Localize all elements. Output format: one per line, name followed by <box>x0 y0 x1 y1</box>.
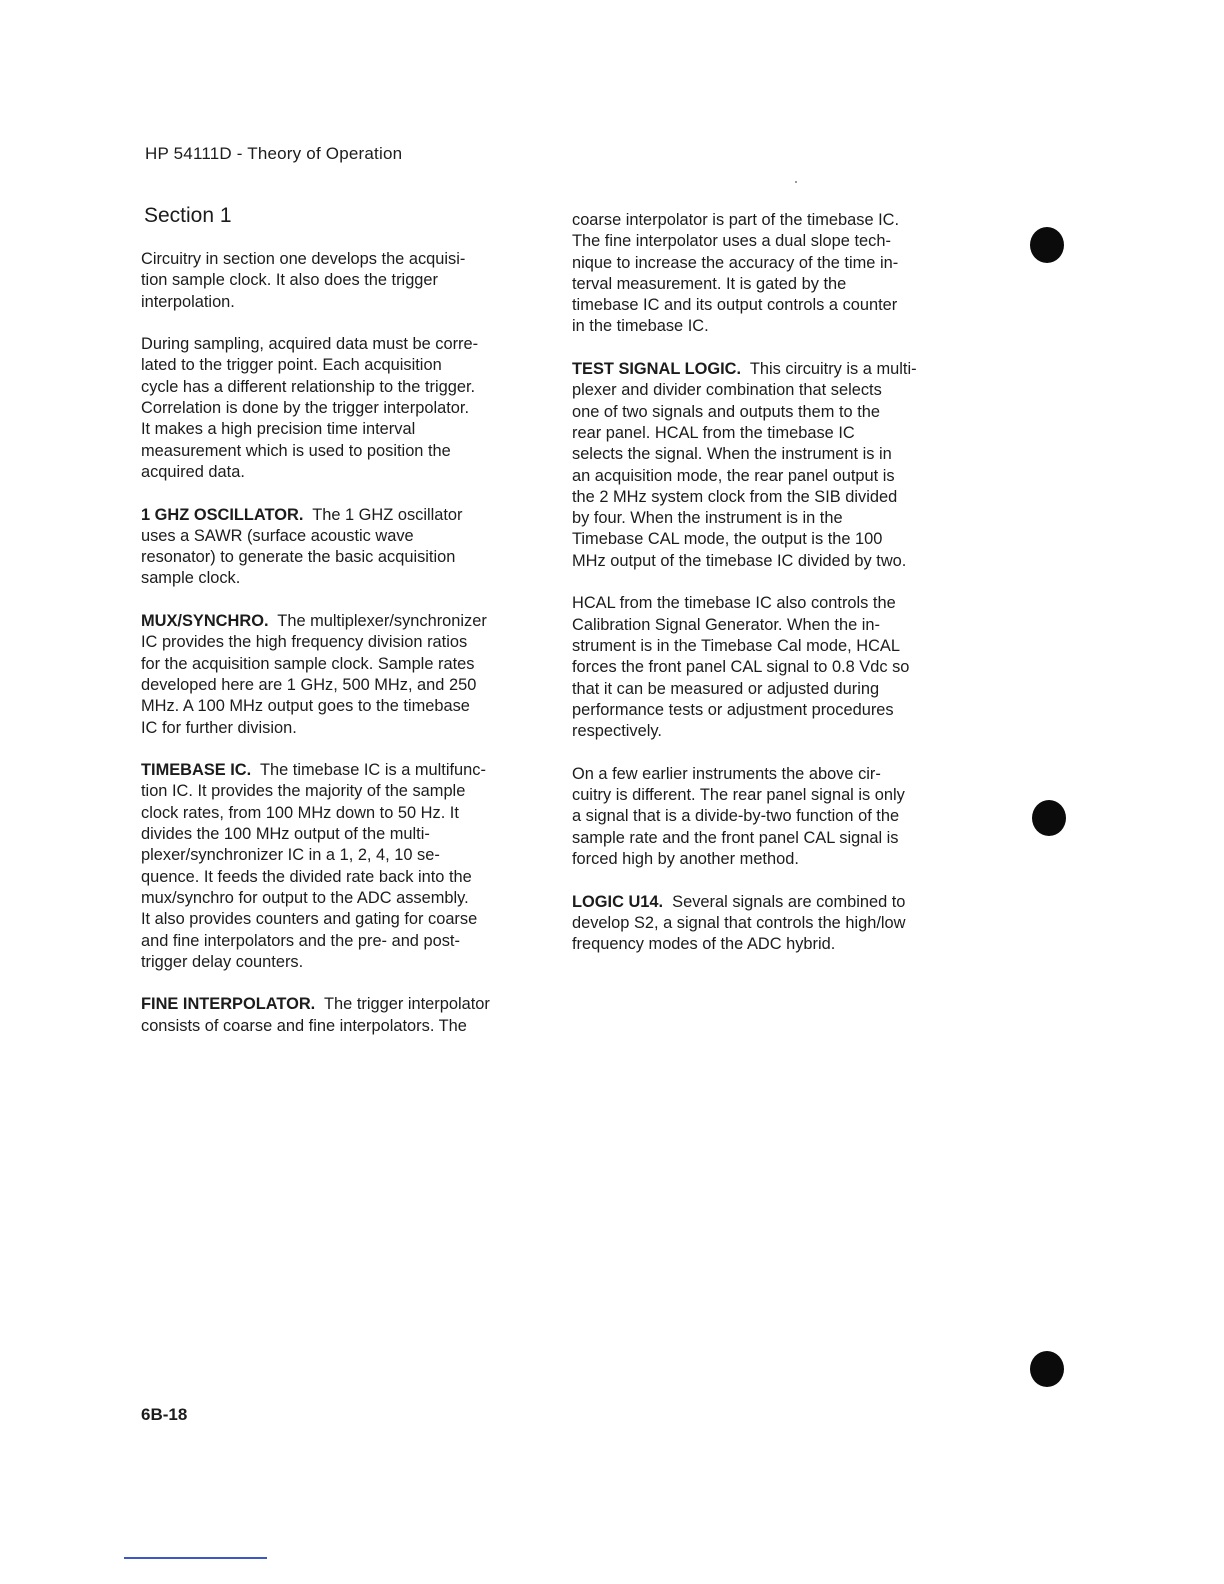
left-text-column <box>141 249 541 1058</box>
paragraph-heading: TIMEBASE IC. <box>141 761 252 780</box>
text-line: develop S2, a signal that controls the high/low <box>572 913 906 932</box>
paragraph-text: The timebase IC is a multifunc- <box>251 761 486 780</box>
text-line: rear panel. HCAL from the timebase IC <box>572 423 855 442</box>
text-line: IC for further division. <box>141 718 297 737</box>
paragraph <box>572 359 972 572</box>
text-line: It makes a high precision time interval <box>141 420 416 439</box>
paragraph <box>572 764 972 870</box>
paragraph <box>141 334 541 483</box>
text-line: sample rate and the front panel CAL signal is <box>572 828 899 847</box>
paragraph-text: The multiplexer/synchronizer <box>268 612 487 631</box>
text-line: clock rates, from 100 MHz down to 50 Hz. It <box>141 803 459 822</box>
paragraph-heading: LOGIC U14. <box>572 892 664 911</box>
text-line: It also provides counters and gating for coarse <box>141 910 478 929</box>
text-line: uses a SAWR (surface acoustic wave <box>141 526 414 545</box>
text-line: tion IC. It provides the majority of the sample <box>141 782 466 801</box>
text-line: the 2 MHz system clock from the SIB divided <box>572 487 898 506</box>
paragraph <box>572 892 972 956</box>
text-line: coarse interpolator is part of the timebase IC. <box>572 211 900 229</box>
text-line: that it can be measured or adjusted during <box>572 679 880 698</box>
paragraph <box>141 505 541 590</box>
text-line: by four. When the instrument is in the <box>572 509 843 528</box>
text-line: MHz. A 100 MHz output goes to the timebase <box>141 697 470 716</box>
text-line: trigger delay counters. <box>141 952 304 971</box>
binder-hole-middle <box>1032 800 1066 836</box>
text-line: forces the front panel CAL signal to 0.8 Vdc so <box>572 658 910 677</box>
scan-speck <box>795 181 797 183</box>
text-line: respectively. <box>572 722 662 741</box>
text-line: On a few earlier instruments the above cir- <box>572 764 881 783</box>
text-line <box>141 994 541 1015</box>
page-number: 6B-18 <box>141 1405 188 1424</box>
text-line: IC provides the high frequency division ratios <box>141 633 468 652</box>
text-line: developed here are 1 GHz, 500 MHz, and 250 <box>141 675 477 694</box>
paragraph <box>141 994 541 1037</box>
text-line: nique to increase the accuracy of the time in- <box>572 253 899 272</box>
text-line: mux/synchro for output to the ADC assembly. <box>141 888 469 907</box>
paragraph-text: This circuitry is a multi- <box>741 360 917 379</box>
right-text-column <box>572 210 972 977</box>
text-line: a signal that is a divide-by-two function of the <box>572 807 900 826</box>
text-line: Timebase CAL mode, the output is the 100 <box>572 530 883 549</box>
text-line: cuitry is different. The rear panel signal is only <box>572 786 905 805</box>
text-line: an acquisition mode, the rear panel output is <box>572 466 895 485</box>
text-line <box>141 505 541 526</box>
text-line: one of two signals and outputs them to the <box>572 402 880 421</box>
text-line: lated to the trigger point. Each acquisition <box>141 356 442 375</box>
text-line: selects the signal. When the instrument is in <box>572 445 892 464</box>
paragraph-heading: MUX/SYNCHRO. <box>141 612 269 631</box>
text-line: forced high by another method. <box>572 849 799 868</box>
text-line: frequency modes of the ADC hybrid. <box>572 935 836 954</box>
text-line: Circuitry in section one develops the acquisi- <box>141 250 466 268</box>
text-line: for the acquisition sample clock. Sample rates <box>141 654 475 673</box>
text-line: quence. It feeds the divided rate back into the <box>141 867 472 886</box>
text-line: The fine interpolator uses a dual slope tech- <box>572 232 891 251</box>
text-line: plexer/synchronizer IC in a 1, 2, 4, 10 se- <box>141 846 440 865</box>
binder-hole-bottom <box>1030 1351 1064 1387</box>
text-line: performance tests or adjustment procedures <box>572 700 894 719</box>
text-line <box>572 359 972 380</box>
text-line: and fine interpolators and the pre- and post- <box>141 931 460 950</box>
scan-artifact-line <box>124 1557 267 1559</box>
text-line: HCAL from the timebase IC also controls the <box>572 594 896 613</box>
text-line: in the timebase IC. <box>572 317 709 336</box>
running-header: HP 54111D - Theory of Operation <box>145 144 403 163</box>
paragraph-heading: TEST SIGNAL LOGIC. <box>572 360 742 379</box>
text-line: timebase IC and its output controls a counter <box>572 296 898 315</box>
paragraph-heading: 1 GHZ OSCILLATOR. <box>141 505 304 524</box>
text-line: resonator) to generate the basic acquisition <box>141 548 456 567</box>
text-line: sample clock. <box>141 569 241 588</box>
paragraph <box>141 611 541 739</box>
text-line: Calibration Signal Generator. When the in- <box>572 615 880 634</box>
text-line <box>141 611 541 632</box>
text-line: terval measurement. It is gated by the <box>572 274 847 293</box>
paragraph <box>141 249 541 313</box>
text-line: measurement which is used to position the <box>141 441 451 460</box>
paragraph-text: The 1 GHZ oscillator <box>303 505 463 524</box>
text-line: tion sample clock. It also does the trigger <box>141 271 439 290</box>
section-title: Section 1 <box>144 204 232 227</box>
paragraph-text: Several signals are combined to <box>663 892 906 911</box>
text-line: divides the 100 MHz output of the multi- <box>141 825 430 844</box>
text-line: plexer and divider combination that selects <box>572 381 882 400</box>
text-line: acquired data. <box>141 462 245 481</box>
paragraph <box>572 593 972 742</box>
text-line: strument is in the Timebase Cal mode, HCAL <box>572 636 900 655</box>
text-line <box>572 892 972 913</box>
text-line: MHz output of the timebase IC divided by two. <box>572 551 907 570</box>
text-line: During sampling, acquired data must be corre- <box>141 335 479 354</box>
paragraph <box>141 760 541 973</box>
paragraph <box>572 210 972 338</box>
binder-hole-top <box>1030 227 1064 263</box>
text-line <box>141 760 541 781</box>
text-line: Correlation is done by the trigger interpolator. <box>141 399 469 418</box>
text-line: consists of coarse and fine interpolators. The <box>141 1016 467 1035</box>
paragraph-text: The trigger interpolator <box>315 995 490 1014</box>
text-line: cycle has a different relationship to the trigger. <box>141 377 476 396</box>
text-line: interpolation. <box>141 292 235 311</box>
paragraph-heading: FINE INTERPOLATOR. <box>141 995 316 1014</box>
